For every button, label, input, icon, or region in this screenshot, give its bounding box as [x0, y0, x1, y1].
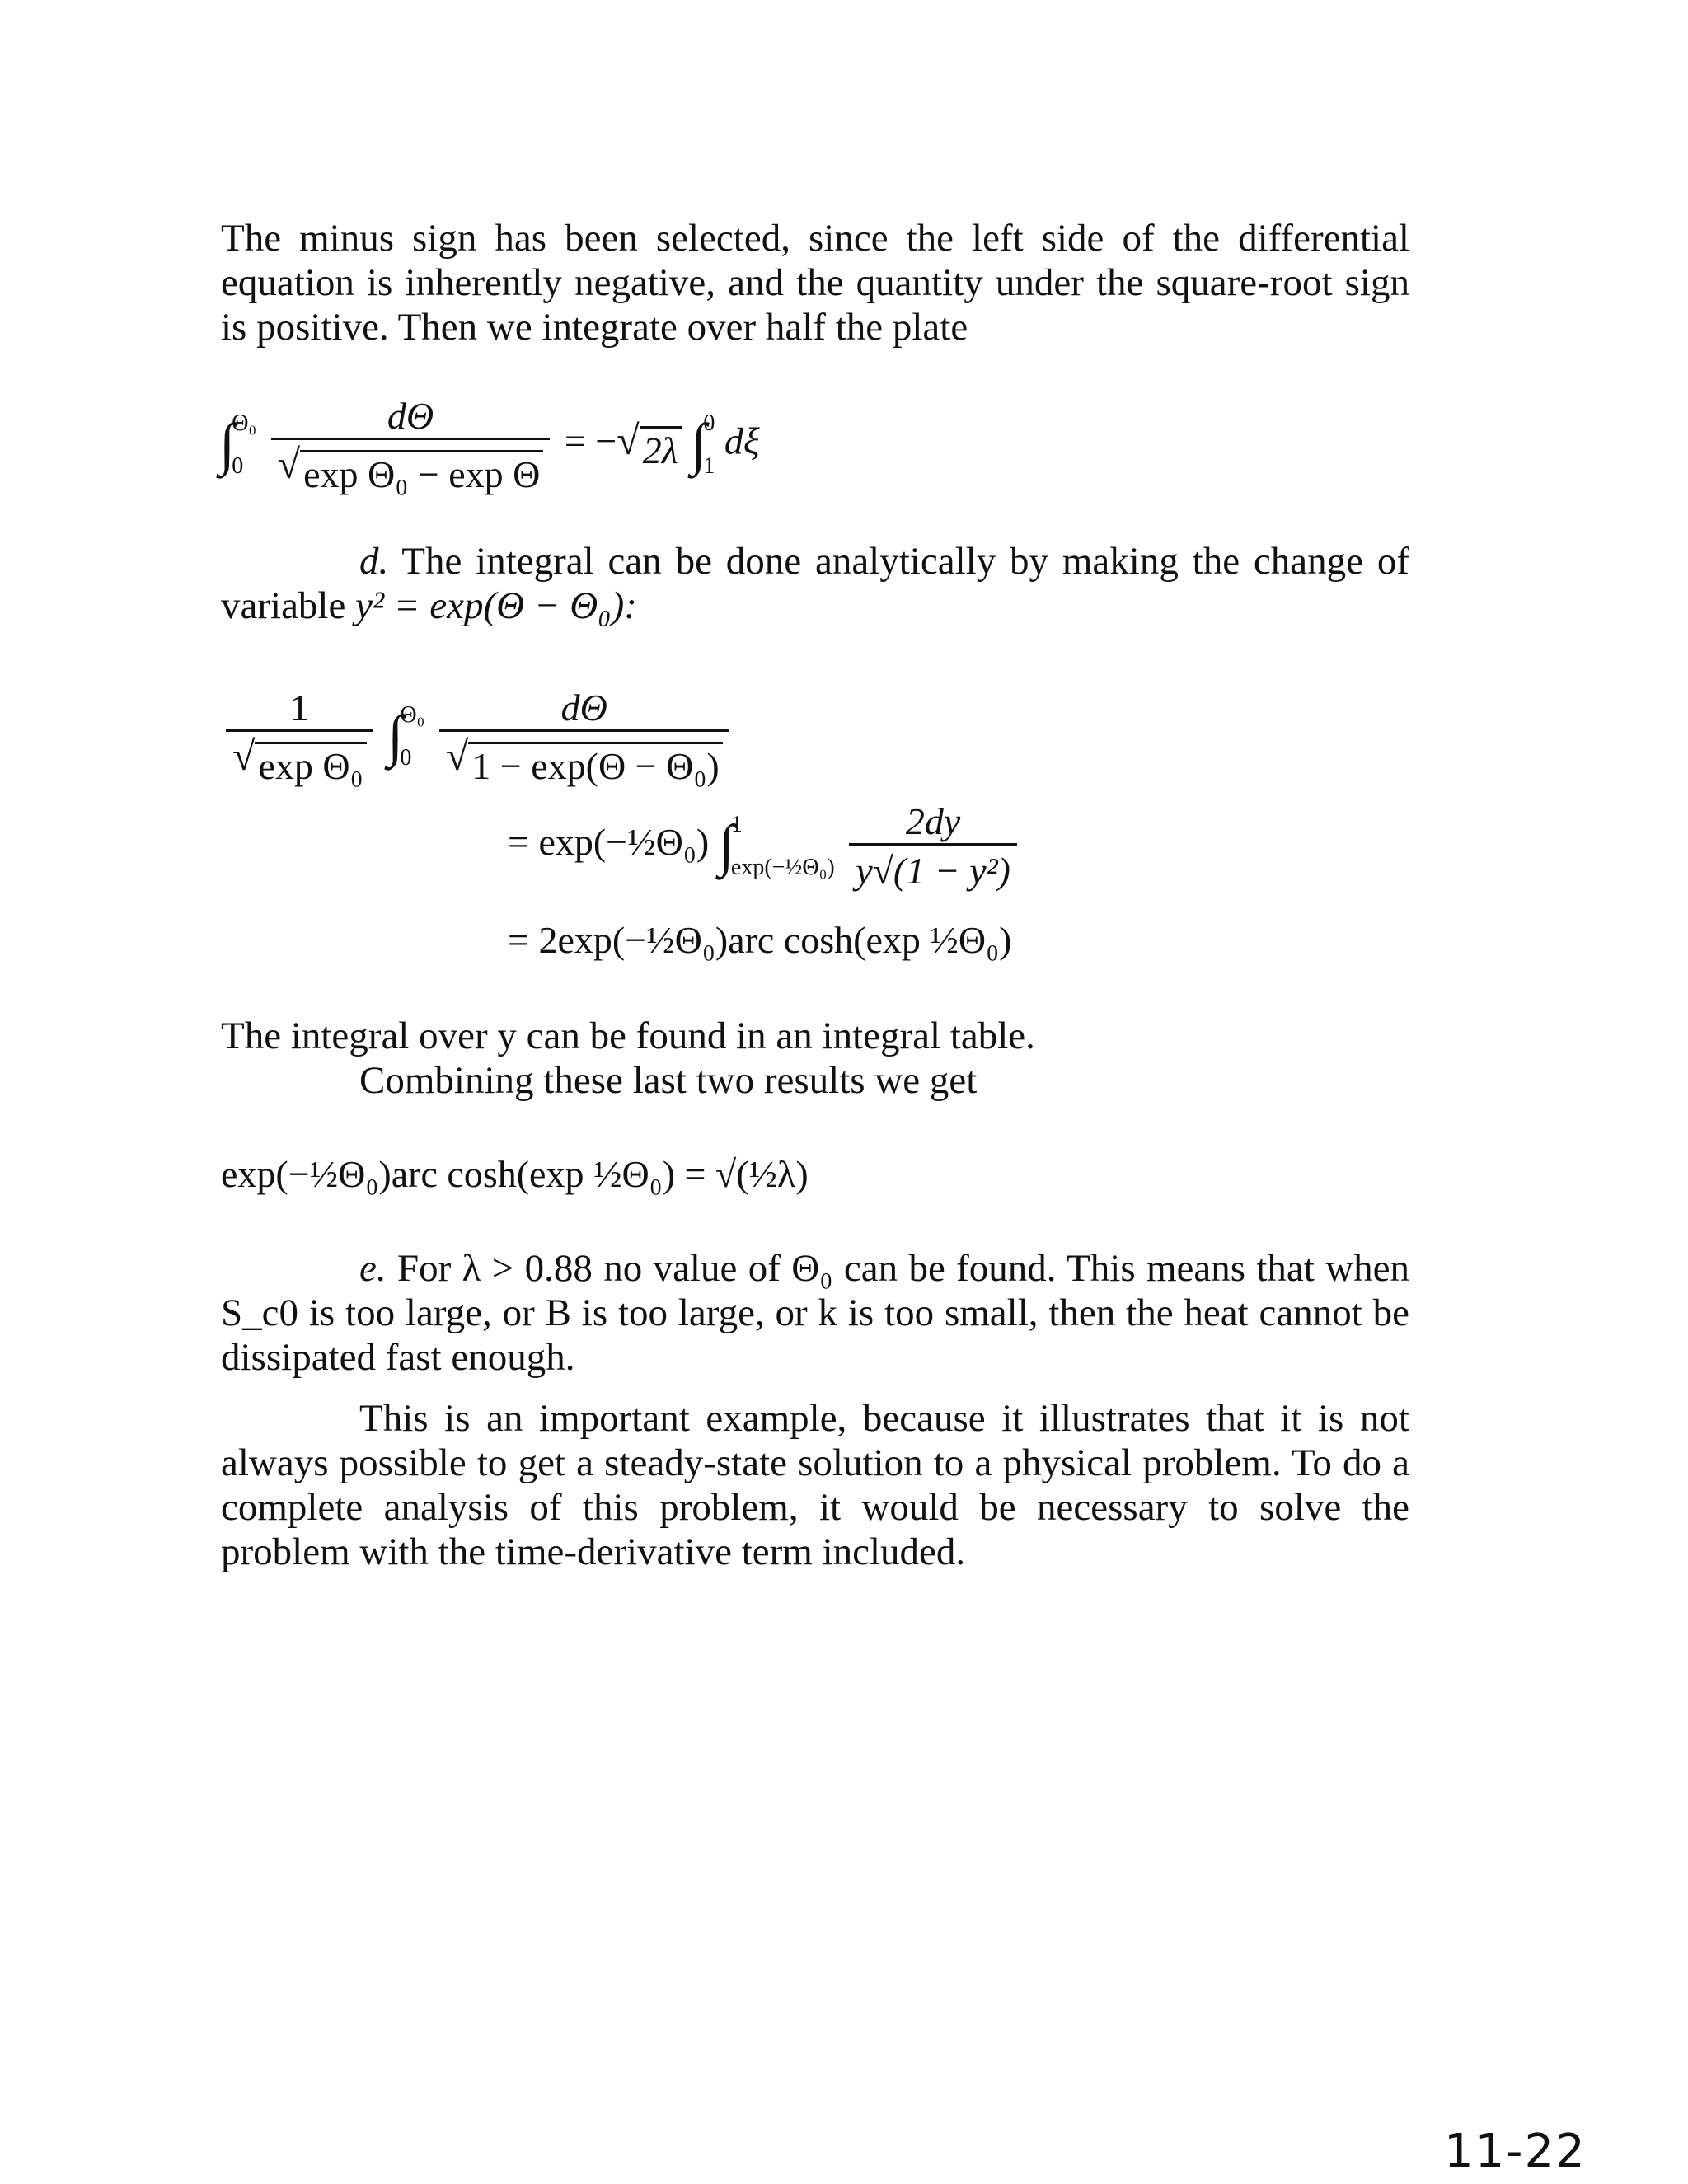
paragraph-important-example: This is an important example, because it illustrates that it is not always possible to get a steady-state solution to a physical problem. To do a complete analysis of this problem, it would be necessary to solve the problem with the time-derivative term included. — [221, 1397, 1409, 1573]
equation-1: ∫ Θ₀ 0 dΘ √ exp Θ₀ − exp Θ = − √ 2λ ∫ 0 1 dξ — [219, 395, 760, 495]
equation-1-fraction: dΘ √ exp Θ₀ − exp Θ — [271, 394, 551, 496]
integral-sign: ∫ Θ₀ 0 — [219, 410, 257, 479]
paragraph-d: d. The integral can be done analytically by making the change of variable y² = exp(Θ − Θ₀): — [221, 540, 1409, 627]
equation-3: exp(−½Θ₀)arc cosh(exp ½Θ₀) = √(½λ) — [221, 1153, 809, 1195]
paragraph-integral-table: The integral over y can be found in an integral table. — [221, 1015, 1035, 1057]
paragraph-combining: Combining these last two results we get — [359, 1059, 978, 1102]
paragraph-e: e. For λ > 0.88 no value of Θ₀ can be found. This means that when S_c0 is too large, or B is too large, or k is too small, then the heat cannot be dissipated fast enough. — [221, 1247, 1410, 1379]
equation-2-line-2: = exp(−½Θ₀) ∫ 1 exp(−½Θ₀) $\frac{2dy}{\text{y√(1 − y²)}}$ — [508, 799, 1022, 893]
equation-2-line-1: 1 √ exp Θ₀ ∫ Θ₀ 0 dΘ √ 1 − exp(Θ − Θ₀) — [221, 686, 734, 788]
equation-2-line-3: = 2exp(−½Θ₀)arc cosh(exp ½Θ₀) — [508, 919, 1012, 961]
paragraph-minus-sign: The minus sign has been selected, since the left side of the differential equation is inherently negative, and the quantity under the square-root sign is positive. Then we integrate over half the plate — [221, 217, 1409, 349]
page-number: 11-22 — [1444, 2125, 1587, 2178]
